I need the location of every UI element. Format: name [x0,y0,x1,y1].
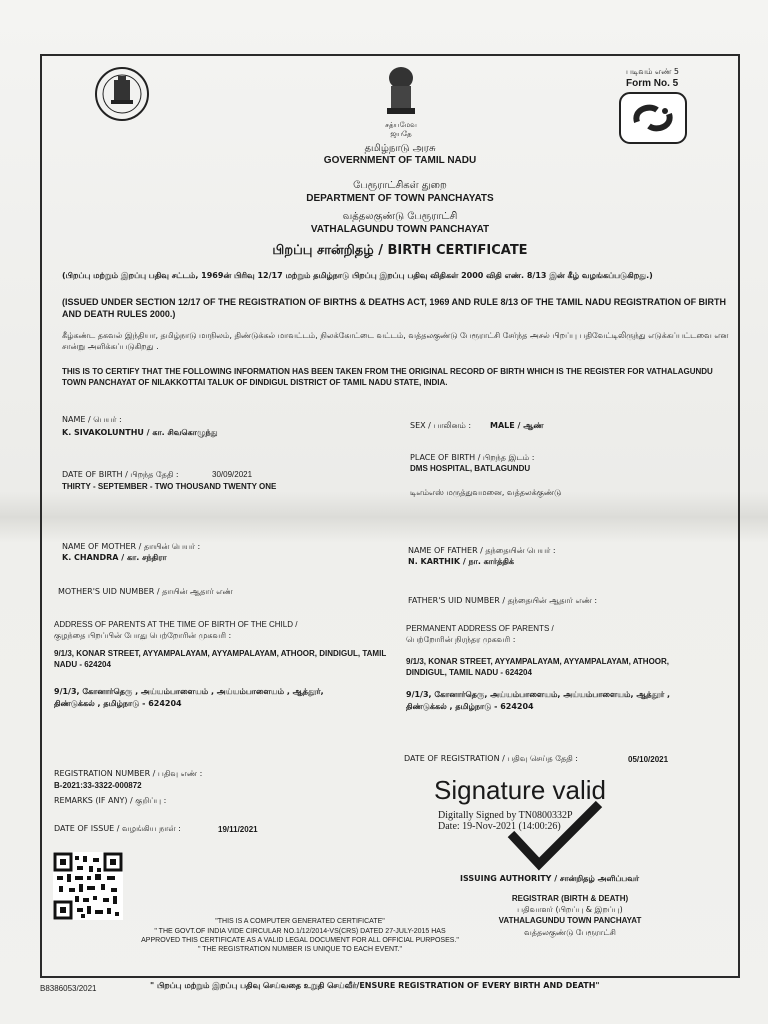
registration-date-value: 05/10/2021 [628,755,669,764]
birth-address-label: ADDRESS OF PARENTS AT THE TIME OF BIRTH OF THE CHILD / [54,620,298,629]
registrar-town: VATHALAGUNDU TOWN PANCHAYAT [498,916,642,925]
qr-code-icon [53,852,123,920]
signature-valid-text: Signature valid [434,775,606,805]
issue-date-value: 19/11/2021 [218,825,258,834]
issued-under-english: (ISSUED UNDER SECTION 12/17 OF THE REGISTRATION OF BIRTHS & DEATHS ACT, 1969 AND RULE 8/13 OF THE TAMIL NADU REGISTRATION OF BIRTH AND DEATH RULES 2000.) [62,297,727,319]
signature-check-icon [505,798,605,872]
issued-under-tamil: (பிறப்பு மற்றும் இறப்பு பதிவு சட்டம், 1969ன் பிரிவு 12/17 மற்றும் தமிழ்நாடு பிறப்பு இறப்பு பதிவு விதிகள் 2000 விதி எண். 8/13 இன் கீழ் வழங்கப்படுகிறது.) [62,271,653,280]
department-tamil: பேரூராட்சிகள் துறை [353,180,447,191]
government-name: GOVERNMENT OF TAMIL NADU [323,155,477,166]
birth-address-value-tamil: 9/1/3, கோனார்தெரு , அய்யம்பாளையம் , அய்யம்பாளையம் , ஆத்தூர், திண்டுக்கல் , தமிழ்நாடு - 624204 [54,687,324,708]
form-number-tamil: படிவம் எண் 5 [626,67,680,76]
registrar-town-tamil: வத்தலகுண்டு பேரூராட்சி [524,928,616,937]
issue-date-label: DATE OF ISSUE / வழங்கிய நாள் : [54,824,181,833]
dob-label: DATE OF BIRTH / பிறந்த தேதி : [62,470,179,479]
issuing-authority: ISSUING AUTHORITY / சான்றிதழ் அளிப்பவர் [460,874,640,883]
name-value: K. SIVAKOLUNTHU / கா. சிவகொழுந்து [62,428,218,437]
remarks-label: REMARKS (IF ANY) / குறிப்பு : [54,796,167,805]
registrar-title: REGISTRAR (BIRTH & DEATH) [511,894,629,903]
permanent-address-label: PERMANENT ADDRESS OF PARENTS / [406,624,554,633]
department-name: DEPARTMENT OF TOWN PANCHAYATS [306,193,494,204]
permanent-address-label-tamil: பெற்றோரின் நிரந்தர முகவரி : [406,635,516,644]
town-name: VATHALAGUNDU TOWN PANCHAYAT [310,224,490,235]
pob-value-tamil: டிஎம்எஸ் மருத்துவமனை, வத்தலக்குண்டு [410,488,562,497]
birth-address-label-tamil: குழந்தை பிறப்பின் போது பெற்றோரின் முகவரி : [54,631,232,640]
permanent-address-value-tamil: 9/1/3, கோனார்தெரு, அய்யம்பாளையம், அய்யம்பாளையம், ஆத்தூர் , திண்டுக்கல் , தமிழ்நாடு - 624204 [406,690,671,711]
certificate-serial: B8386053/2021 [40,984,97,993]
crs-logo-icon [619,92,687,144]
father-name-value: N. KARTHIK / நா. கார்த்திக் [408,557,515,566]
registrar-title-tamil: பதிவாளர் (பிறப்பு & இறப்பு) [517,905,623,914]
father-uid-label: FATHER'S UID NUMBER / தந்தையின் ஆதார் எண் : [408,596,598,605]
national-emblem-icon [380,64,422,128]
footer-note-unique: " THE REGISTRATION NUMBER IS UNIQUE TO EACH EVENT." [198,946,402,953]
emblem-caption: சத்யமேவ ஜயதே [385,122,417,138]
footer-slogan: " பிறப்பு மற்றும் இறப்பு பதிவு செய்வதை உறுதி செய்வீர்/ENSURE REGISTRATION OF EVERY BIRTH AND DEATH" [150,981,600,990]
mother-name-value: K. CHANDRA / கா. சந்திரா [62,553,167,562]
footer-note-approved: APPROVED THIS CERTIFICATE AS A VALID LEGAL DOCUMENT FOR ALL OFFICIAL PURPOSES." [141,937,459,944]
pob-label: PLACE OF BIRTH / பிறந்த இடம் : [410,453,535,462]
birth-address-value: 9/1/3, KONAR STREET, AYYAMPALAYAM, AYYAMPALAYAM, ATHOOR, DINDIGUL, TAMIL NADU - 624204 [54,649,387,669]
certificate-title: பிறப்பு சான்றிதழ் / BIRTH CERTIFICATE [272,243,528,258]
name-label: NAME / பெயர் : [62,415,122,424]
form-number: Form No. 5 [626,78,679,89]
tamil-nadu-seal-icon [94,66,150,122]
digital-sign-date: Date: 19-Nov-2021 (14:00:26) [438,821,561,832]
registration-date-label: DATE OF REGISTRATION / பதிவு செய்த தேதி : [404,754,578,763]
registration-number-label: REGISTRATION NUMBER / பதிவு எண் : [54,769,203,778]
pob-value: DMS HOSPITAL, BATLAGUNDU [410,464,531,473]
dob-words: THIRTY - SEPTEMBER - TWO THOUSAND TWENTY ONE [62,482,277,491]
footer-note-computer-generated: "THIS IS A COMPUTER GENERATED CERTIFICATE" [215,918,385,925]
footer-note-circular: " THE GOVT.OF INDIA VIDE CIRCULAR NO.1/12/2014-VS(CRS) DATED 27-JULY-2015 HAS [154,928,446,935]
sex-value: MALE / ஆண் [490,421,544,430]
dob-value: 30/09/2021 [212,470,253,479]
registration-number-value: B-2021:33-3322-000872 [54,781,142,790]
permanent-address-value: 9/1/3, KONAR STREET, AYYAMPALAYAM, AYYAMPALAYAM, ATHOOR, DINDIGUL, TAMIL NADU - 624204 [406,657,670,677]
digital-signer: Digitally Signed by TN0800332P [438,810,573,821]
certify-tamil: கீழ்கண்ட தகவல் இந்தியா, தமிழ்நாடு மாநிலம், திண்டுக்கல் மாவட்டம், நிலக்கோட்டை வட்டம், வத்தலகுண்டு பேரூராட்சி சேர்ந்த அசல் பிறப்பு பதிவேட்டிலிருந்து எடுக்கப்பட்டவை என சான்று அளிக்கப்படுகிறது . [62,331,729,351]
sex-label: SEX / பாலினம் : [410,421,472,430]
certify-english: THIS IS TO CERTIFY THAT THE FOLLOWING INFORMATION HAS BEEN TAKEN FROM THE ORIGINAL RECORD OF BIRTH WHICH IS THE REGISTER FOR VATHALAGUNDU TOWN PANCHAYAT OF NILAKKOTTAI TALUK OF DINDIGUL DISTRICT OF TAMIL NADU STATE, INDIA. [62,367,713,387]
father-name-label: NAME OF FATHER / தந்தையின் பெயர் : [408,546,556,555]
mother-uid-label: MOTHER'S UID NUMBER / தாயின் ஆதார் எண் [58,587,233,596]
mother-name-label: NAME OF MOTHER / தாயின் பெயர் : [62,542,201,551]
town-tamil: வத்தலகுண்டு பேரூராட்சி [342,211,458,222]
government-tamil: தமிழ்நாடு அரசு [364,143,436,154]
